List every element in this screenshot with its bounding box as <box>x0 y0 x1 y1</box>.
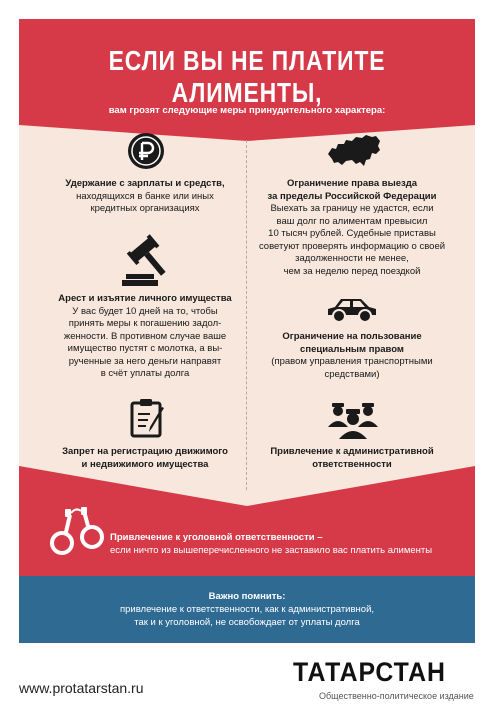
item-body-line: женности. В противном случае ваше <box>63 330 227 342</box>
item-driving-restriction <box>246 331 458 381</box>
criminal-body: если ничто из вышеперечисленного не заставило вас платить алименты <box>110 545 433 556</box>
item-body-line: рученные за него деньги направят <box>68 355 222 367</box>
item-body-line: кредитных организациях <box>90 203 200 214</box>
handcuffs-icon <box>48 505 108 564</box>
item-body-line: принять меры к погашению задол- <box>68 318 222 329</box>
item-title: Ограничение права выезда <box>286 178 418 189</box>
item-body-line: находящихся в банке или иных <box>76 190 214 202</box>
reminder-line: так и к уголовной, не освобождает от уплаты долга <box>134 617 360 628</box>
item-body-line: имущество пустят с молотка, а вы- <box>67 343 223 354</box>
item-body-line: ваш долг по алиментам превысил <box>276 215 428 227</box>
item-body-line: У вас будет 10 дней на то, чтобы <box>72 305 218 317</box>
item-title: специальным правом <box>300 343 404 355</box>
item-salary-deduction <box>40 178 250 216</box>
item-body-line: средствами) <box>324 368 380 380</box>
reminder-line: привлечение к ответственности, как к административной, <box>119 604 375 615</box>
item-title: за пределы Российской Федерации <box>267 190 437 202</box>
item-body-line: советуют проверять информацию о своей <box>258 240 446 252</box>
criminal-liability-text <box>110 531 470 557</box>
item-body-line: (правом управления транспортными <box>271 356 433 367</box>
item-title: Привлечение к административной <box>270 446 434 457</box>
brand-subtitle: Общественно-политическое издание <box>319 691 474 701</box>
item-travel-restriction <box>246 178 458 278</box>
header-banner <box>19 19 475 144</box>
site-url-link[interactable]: www.protatarstan.ru <box>19 680 144 696</box>
item-body-line: Выехать за границу не удастся, если <box>270 203 434 214</box>
page-subtitle: вам грозят следующие меры принудительного характера: <box>108 105 386 116</box>
reminder-title: Важно помнить: <box>208 591 286 602</box>
police-officers-icon <box>326 399 380 444</box>
item-title: ответственности <box>312 458 392 470</box>
criminal-title: Привлечение к уголовной ответственности – <box>110 532 323 543</box>
item-title: и недвижимого имущества <box>81 458 209 470</box>
russia-map-icon <box>326 132 382 175</box>
item-body-line: в счёт уплаты долга <box>100 368 190 379</box>
brand-logo: ТАТАРСТАН <box>293 657 446 687</box>
reminder-band <box>19 576 475 643</box>
item-title: Арест и изъятие личного имущества <box>58 293 232 304</box>
item-body-line: задолженности не менее, <box>295 253 409 264</box>
item-title: Удержание с зарплаты и средств, <box>65 178 225 189</box>
page-title: ЕСЛИ ВЫ НЕ ПЛАТИТЕ АЛИМЕНТЫ, <box>108 45 386 108</box>
item-title: Запрет на регистрацию движимого <box>62 446 228 457</box>
gavel-icon <box>120 234 176 293</box>
item-body-line: чем за неделю перед поездкой <box>283 265 421 277</box>
car-icon <box>325 295 379 330</box>
item-title: Ограничение на пользование <box>282 331 422 342</box>
ruble-coin-icon <box>127 132 165 175</box>
item-property-seizure <box>40 293 250 381</box>
clipboard-icon <box>130 398 166 443</box>
item-body-line: 10 тысяч рублей. Судебные приставы <box>268 228 436 239</box>
